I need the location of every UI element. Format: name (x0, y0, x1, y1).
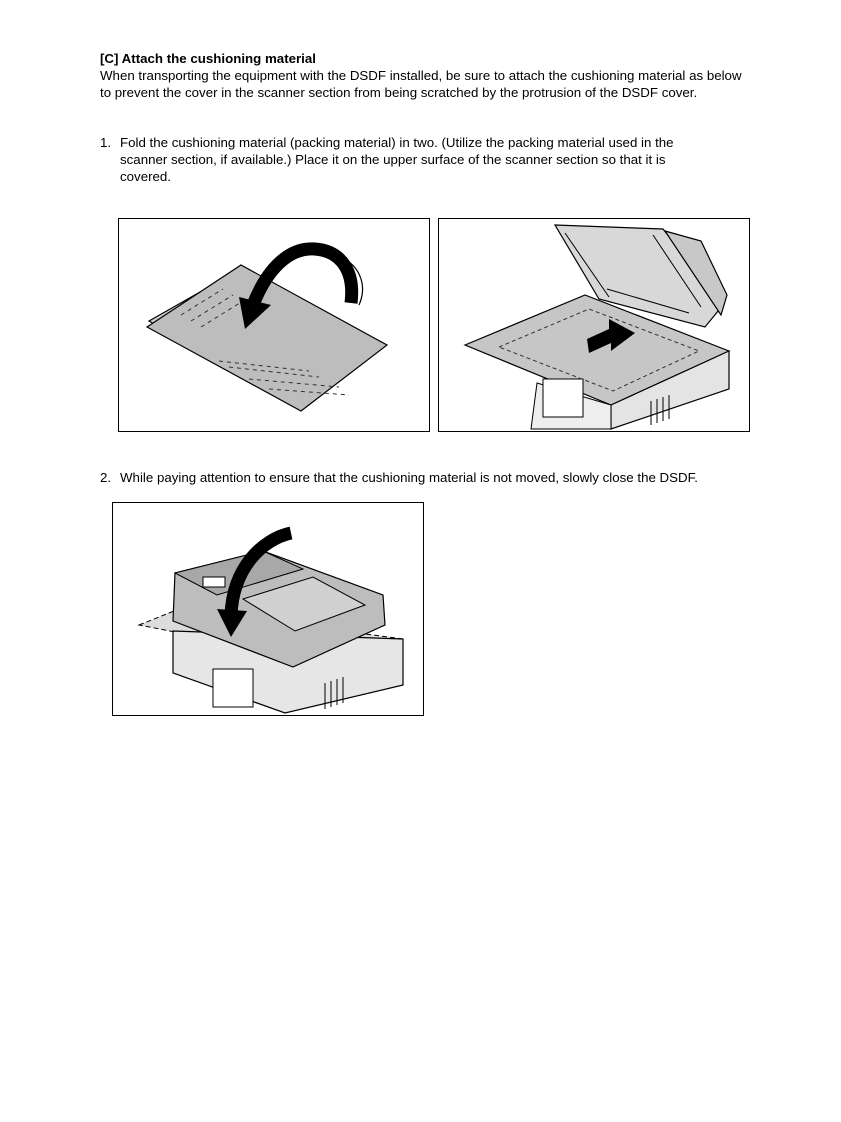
section-heading: [C] Attach the cushioning material (100, 51, 316, 66)
figure-fold-material (118, 218, 430, 432)
step-2-text: While paying attention to ensure that the cushioning material is not moved, slowly close the DSDF. (120, 470, 698, 485)
figure-place-on-scanner (438, 218, 750, 432)
fold-material-illustration (119, 219, 429, 431)
figure-close-dsdf (112, 502, 424, 716)
place-on-scanner-illustration (439, 219, 749, 431)
step-1 (100, 134, 720, 186)
intro-paragraph: When transporting the equipment with the DSDF installed, be sure to attach the cushioning material as below to prevent the cover in the scanner section from being scratched by the protrusion of the DSDF cover. (100, 68, 742, 100)
step-2 (100, 469, 780, 489)
step-1-number: 1. (100, 135, 112, 150)
step-2-number: 2. (100, 470, 112, 485)
step-1-text: Fold the cushioning material (packing material) in two. (Utilize the packing material used in the scanner section, if available.) Place it on the upper surface of the scanner section so that it is covered. (120, 135, 674, 184)
close-dsdf-illustration (113, 503, 423, 715)
